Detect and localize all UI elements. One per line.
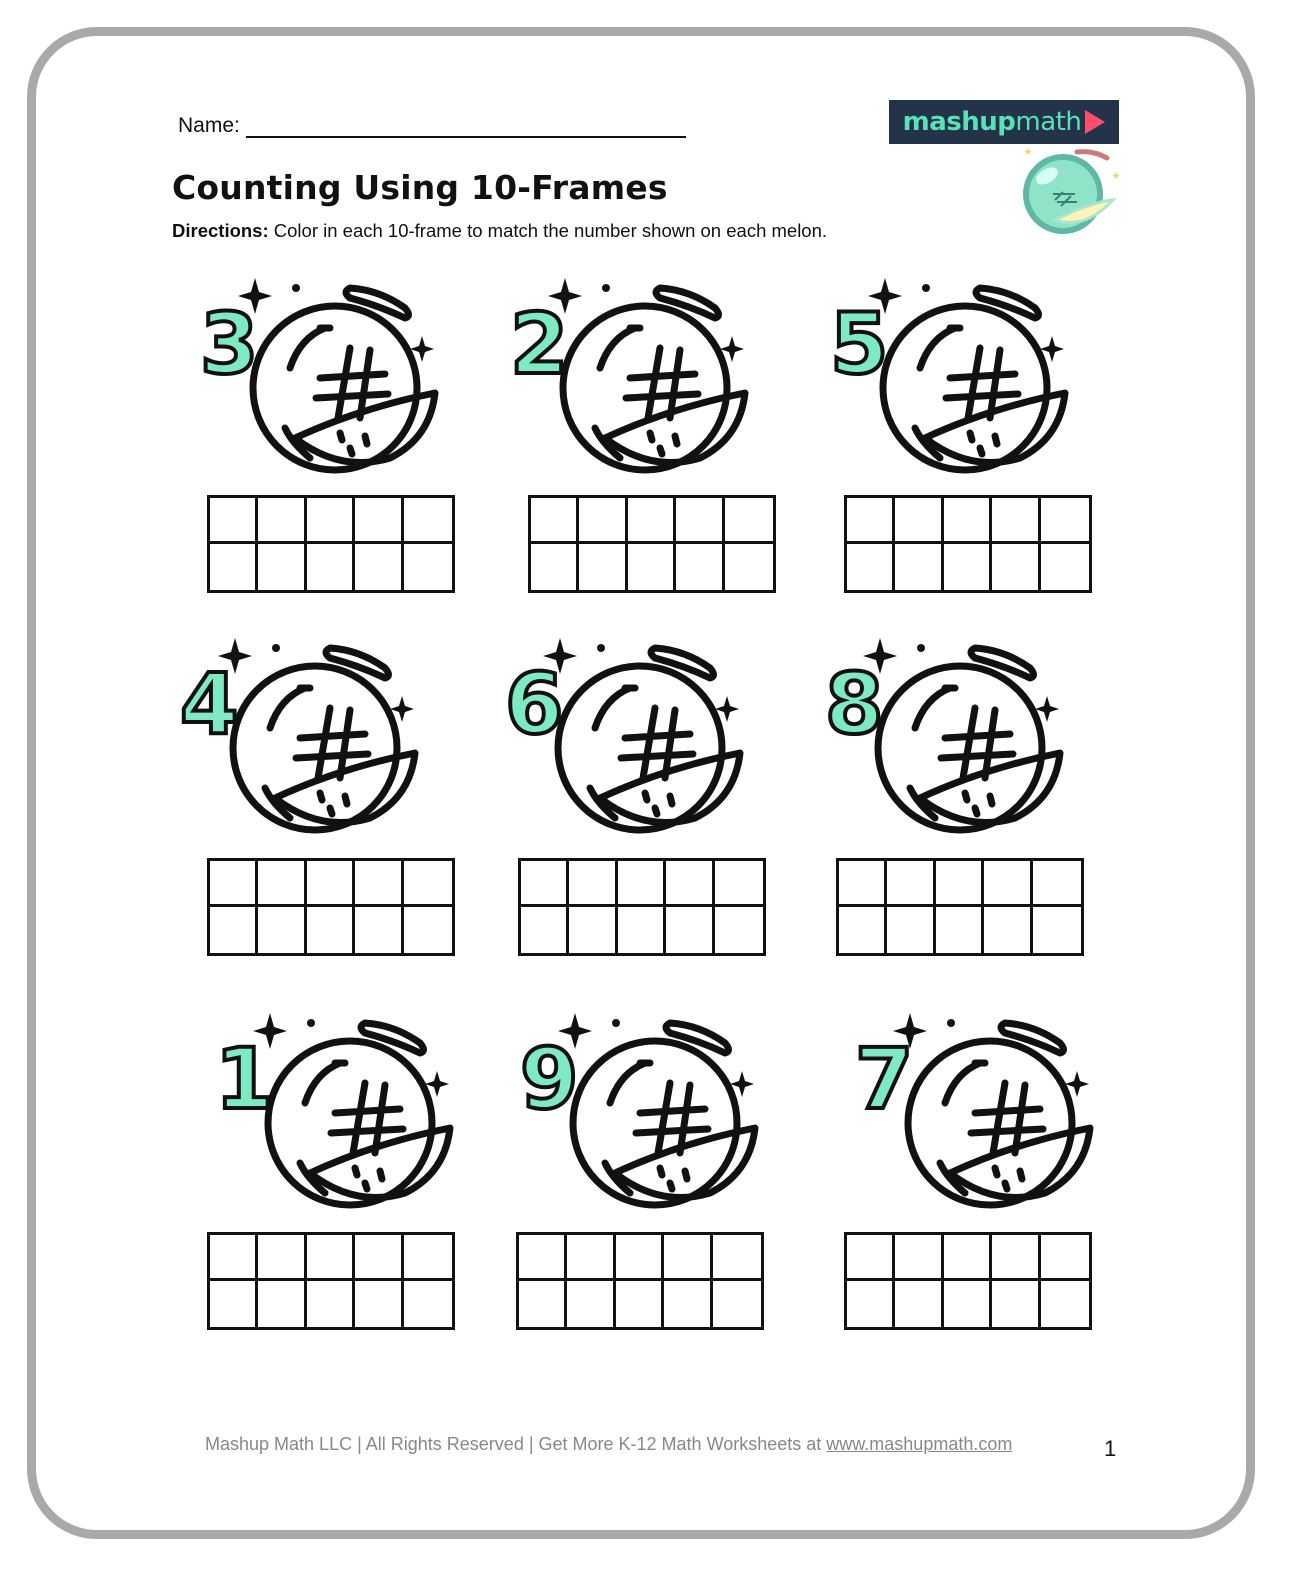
ten-frame-box[interactable] — [715, 861, 763, 907]
name-label: Name: — [178, 114, 240, 137]
name-row — [178, 114, 686, 138]
ten-frame-box[interactable] — [666, 907, 714, 953]
ten-frame-box[interactable] — [618, 861, 666, 907]
ten-frame-box[interactable] — [258, 861, 306, 907]
ten-frame-box[interactable] — [404, 907, 452, 953]
ten-frame-box[interactable] — [992, 1235, 1040, 1281]
ten-frame-box[interactable] — [355, 544, 403, 590]
ten-frame-box[interactable] — [984, 861, 1032, 907]
ten-frame — [207, 1232, 455, 1330]
melon-number: 6 — [505, 655, 564, 753]
ten-frame — [207, 495, 455, 593]
ten-frame-box[interactable] — [936, 907, 984, 953]
ten-frame-box[interactable] — [355, 498, 403, 544]
ten-frame-box[interactable] — [944, 498, 992, 544]
ten-frame-box[interactable] — [666, 861, 714, 907]
melon-number: 3 — [200, 295, 259, 393]
ten-frame-box[interactable] — [664, 1235, 712, 1281]
ten-frame-box[interactable] — [984, 907, 1032, 953]
ten-frame-box[interactable] — [715, 907, 763, 953]
ten-frame-box[interactable] — [992, 498, 1040, 544]
name-field[interactable] — [246, 114, 686, 138]
ten-frame-box[interactable] — [992, 1281, 1040, 1327]
ten-frame-box[interactable] — [307, 498, 355, 544]
ten-frame-box[interactable] — [616, 1235, 664, 1281]
ten-frame-box[interactable] — [664, 1281, 712, 1327]
ten-frame-box[interactable] — [847, 1281, 895, 1327]
worksheet-title: Counting Using 10-Frames — [172, 168, 668, 207]
ten-frame-box[interactable] — [355, 861, 403, 907]
logo-melon-icon — [1015, 140, 1125, 240]
melon-number: 8 — [825, 655, 884, 753]
ten-frame-box[interactable] — [567, 1281, 615, 1327]
ten-frame-box[interactable] — [895, 544, 943, 590]
ten-frame-box[interactable] — [210, 907, 258, 953]
ten-frame-box[interactable] — [628, 498, 676, 544]
ten-frame-box[interactable] — [944, 1281, 992, 1327]
ten-frame-box[interactable] — [847, 498, 895, 544]
melon-number: 4 — [180, 655, 239, 753]
play-icon — [1085, 110, 1105, 134]
directions — [172, 220, 827, 242]
ten-frame-box[interactable] — [944, 1235, 992, 1281]
ten-frame-box[interactable] — [676, 544, 724, 590]
ten-frame-box[interactable] — [887, 861, 935, 907]
ten-frame-box[interactable] — [521, 861, 569, 907]
directions-label: Directions: — [172, 220, 269, 241]
ten-frame — [207, 858, 455, 956]
ten-frame-box[interactable] — [713, 1281, 761, 1327]
ten-frame-box[interactable] — [579, 544, 627, 590]
svg-text:✦: ✦ — [1111, 169, 1122, 183]
ten-frame-box[interactable] — [307, 861, 355, 907]
ten-frame-box[interactable] — [618, 907, 666, 953]
melon-number: 5 — [830, 295, 889, 393]
ten-frame — [844, 495, 1092, 593]
ten-frame-box[interactable] — [519, 1281, 567, 1327]
ten-frame-box[interactable] — [258, 907, 306, 953]
melon-number: 9 — [520, 1030, 579, 1128]
ten-frame-box[interactable] — [519, 1235, 567, 1281]
ten-frame — [518, 858, 766, 956]
ten-frame-box[interactable] — [725, 498, 773, 544]
logo-text: mashupmath — [902, 107, 1082, 137]
ten-frame-box[interactable] — [944, 544, 992, 590]
ten-frame-box[interactable] — [1041, 544, 1089, 590]
ten-frame-box[interactable] — [307, 1235, 355, 1281]
ten-frame-box[interactable] — [569, 907, 617, 953]
ten-frame-box[interactable] — [936, 861, 984, 907]
ten-frame-box[interactable] — [258, 544, 306, 590]
ten-frame-box[interactable] — [847, 544, 895, 590]
ten-frame-box[interactable] — [676, 498, 724, 544]
page-number: 1 — [1104, 1436, 1117, 1461]
ten-frame-box[interactable] — [628, 544, 676, 590]
footer-text: Mashup Math LLC | All Rights Reserved | Get More K-12 Math Worksheets at — [205, 1434, 827, 1454]
ten-frame-box[interactable] — [839, 907, 887, 953]
ten-frame — [528, 495, 776, 593]
ten-frame-box[interactable] — [895, 498, 943, 544]
ten-frame-box[interactable] — [404, 544, 452, 590]
ten-frame-box[interactable] — [355, 1281, 403, 1327]
ten-frame-box[interactable] — [258, 498, 306, 544]
ten-frame-box[interactable] — [210, 544, 258, 590]
ten-frame-box[interactable] — [887, 907, 935, 953]
ten-frame-box[interactable] — [569, 861, 617, 907]
footer — [205, 1434, 1012, 1455]
ten-frame-box[interactable] — [839, 861, 887, 907]
ten-frame — [844, 1232, 1092, 1330]
ten-frame-box[interactable] — [567, 1235, 615, 1281]
ten-frame-box[interactable] — [307, 544, 355, 590]
ten-frame-box[interactable] — [258, 1235, 306, 1281]
ten-frame-box[interactable] — [307, 1281, 355, 1327]
directions-text: Color in each 10-frame to match the number shown on each melon. — [268, 220, 828, 241]
ten-frame-box[interactable] — [895, 1281, 943, 1327]
ten-frame-box[interactable] — [404, 498, 452, 544]
ten-frame-box[interactable] — [210, 498, 258, 544]
ten-frame-box[interactable] — [616, 1281, 664, 1327]
ten-frame-box[interactable] — [531, 544, 579, 590]
ten-frame-box[interactable] — [307, 907, 355, 953]
melon-number: 7 — [855, 1030, 914, 1128]
footer-link[interactable]: www.mashupmath.com — [826, 1434, 1013, 1454]
melon-number: 1 — [215, 1030, 274, 1128]
ten-frame-box[interactable] — [404, 1281, 452, 1327]
ten-frame-box[interactable] — [1041, 1235, 1089, 1281]
mashupmath-logo — [889, 100, 1119, 144]
ten-frame-box[interactable] — [210, 1281, 258, 1327]
ten-frame-box[interactable] — [579, 498, 627, 544]
ten-frame-box[interactable] — [847, 1235, 895, 1281]
ten-frame-box[interactable] — [1033, 861, 1081, 907]
ten-frame-box[interactable] — [355, 1235, 403, 1281]
ten-frame — [836, 858, 1084, 956]
ten-frame-box[interactable] — [355, 907, 403, 953]
ten-frame-box[interactable] — [521, 907, 569, 953]
ten-frame-box[interactable] — [992, 544, 1040, 590]
ten-frame-box[interactable] — [725, 544, 773, 590]
melon-number: 2 — [510, 295, 569, 393]
ten-frame-box[interactable] — [1033, 907, 1081, 953]
svg-text:✦: ✦ — [1023, 145, 1034, 159]
ten-frame-box[interactable] — [713, 1235, 761, 1281]
ten-frame-box[interactable] — [895, 1235, 943, 1281]
ten-frame-box[interactable] — [258, 1281, 306, 1327]
ten-frame — [516, 1232, 764, 1330]
ten-frame-box[interactable] — [1041, 1281, 1089, 1327]
ten-frame-box[interactable] — [404, 1235, 452, 1281]
ten-frame-box[interactable] — [404, 861, 452, 907]
ten-frame-box[interactable] — [210, 861, 258, 907]
ten-frame-box[interactable] — [531, 498, 579, 544]
ten-frame-box[interactable] — [1041, 498, 1089, 544]
ten-frame-box[interactable] — [210, 1235, 258, 1281]
